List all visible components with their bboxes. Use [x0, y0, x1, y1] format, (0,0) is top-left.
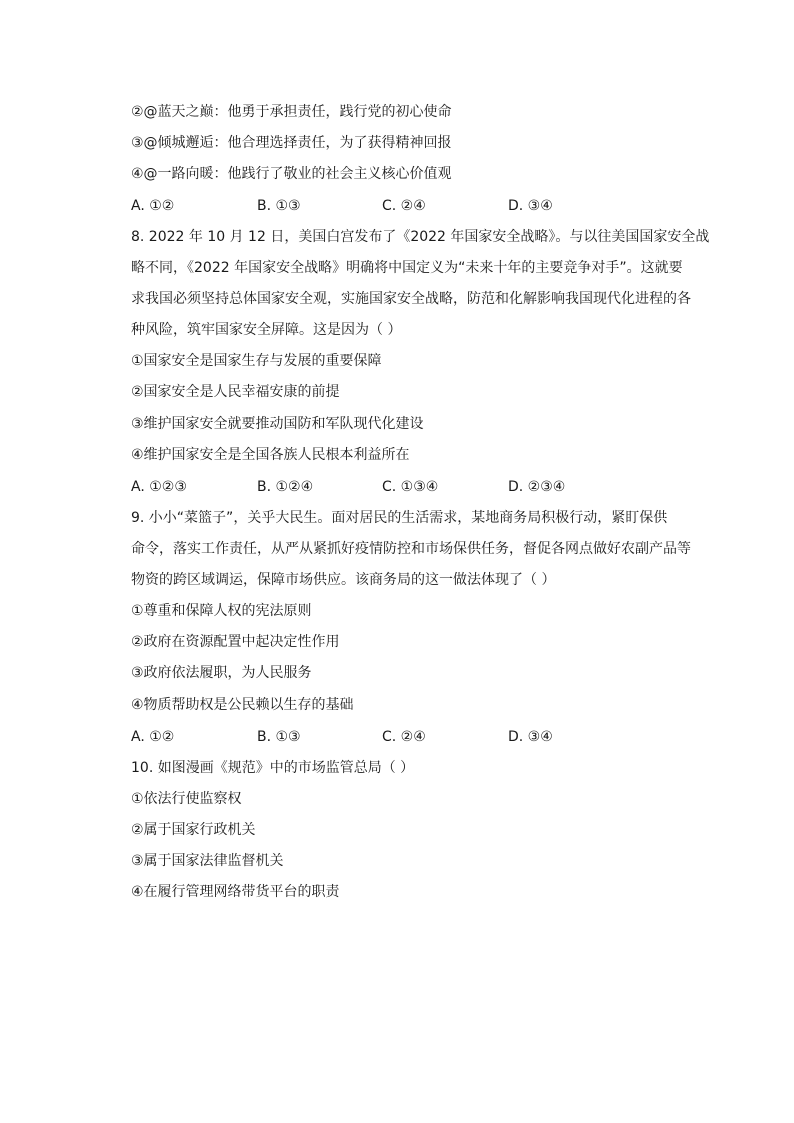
q7-option-d: D. ③④: [508, 198, 553, 214]
q10-statement-4: ④在履行管理网络带货平台的职责: [131, 884, 340, 900]
q7-statement-2: ②@蓝天之巅：他勇于承担责任，践行党的初心使命: [131, 104, 452, 120]
q7-option-c: C. ②④: [382, 198, 426, 214]
q10-stem-line-1: 10. 如图漫画《规范》中的市场监管总局（ ）: [131, 760, 415, 776]
q9-option-a: A. ①②: [131, 729, 175, 745]
q10-statement-1: ①依法行使监察权: [131, 791, 242, 807]
q9-statement-4: ④物质帮助权是公民赖以生存的基础: [131, 697, 354, 713]
q9-statement-2: ②政府在资源配置中起决定性作用: [131, 634, 340, 650]
q8-options: [131, 477, 731, 497]
q7-option-b: B. ①③: [257, 198, 301, 214]
q9-statement-3: ③政府依法履职，为人民服务: [131, 665, 312, 681]
q8-option-d: D. ②③④: [508, 479, 566, 495]
q8-option-b: B. ①②④: [257, 479, 314, 495]
q9-stem-line-1: 9. 小小“菜篮子”，关乎大民生。面对居民的生活需求，某地商务局积极行动，紧盯保供: [131, 510, 668, 526]
q9-stem-line-2: 命令，落实工作责任，从严从紧抓好疫情防控和市场保供任务，督促各网点做好农副产品等: [131, 541, 691, 557]
q8-stem-line-4: 种风险，筑牢国家安全屏障。这是因为（ ）: [131, 322, 402, 338]
q8-option-c: C. ①③④: [382, 479, 439, 495]
q8-stem-line-3: 求我国必须坚持总体国家安全观，实施国家安全战略，防范和化解影响我国现代化进程的各: [131, 291, 691, 307]
q9-option-b: B. ①③: [257, 729, 301, 745]
q7-option-a: A. ①②: [131, 198, 175, 214]
q7-statement-3: ③@倾城邂逅：他合理选择责任，为了获得精神回报: [131, 135, 452, 151]
q7-options: [131, 196, 731, 216]
q8-statement-2: ②国家安全是人民幸福安康的前提: [131, 384, 340, 400]
q8-statement-4: ④维护国家安全是全国各族人民根本利益所在: [131, 447, 410, 463]
q9-stem-line-3: 物资的跨区域调运，保障市场供应。该商务局的这一做法体现了（ ）: [131, 572, 556, 588]
q9-statement-1: ①尊重和保障人权的宪法原则: [131, 603, 312, 619]
q8-option-a: A. ①②③: [131, 479, 187, 495]
q9-option-c: C. ②④: [382, 729, 426, 745]
q7-statement-4: ④@一路向暖：他践行了敬业的社会主义核心价值观: [131, 166, 452, 182]
q9-options: [131, 727, 731, 747]
q10-statement-2: ②属于国家行政机关: [131, 822, 256, 838]
q8-stem-line-1: 8. 2022 年 10 月 12 日，美国白宫发布了《2022 年国家安全战略》。与以往美国国家安全战: [131, 229, 710, 245]
q9-option-d: D. ③④: [508, 729, 553, 745]
q8-stem-line-2: 略不同，《2022 年国家安全战略》明确将中国定义为“未来十年的主要竞争对手”。这就要: [131, 260, 683, 276]
q10-statement-3: ③属于国家法律监督机关: [131, 853, 284, 869]
q8-statement-1: ①国家安全是国家生存与发展的重要保障: [131, 353, 382, 369]
q8-statement-3: ③维护国家安全就要推动国防和军队现代化建设: [131, 416, 424, 432]
